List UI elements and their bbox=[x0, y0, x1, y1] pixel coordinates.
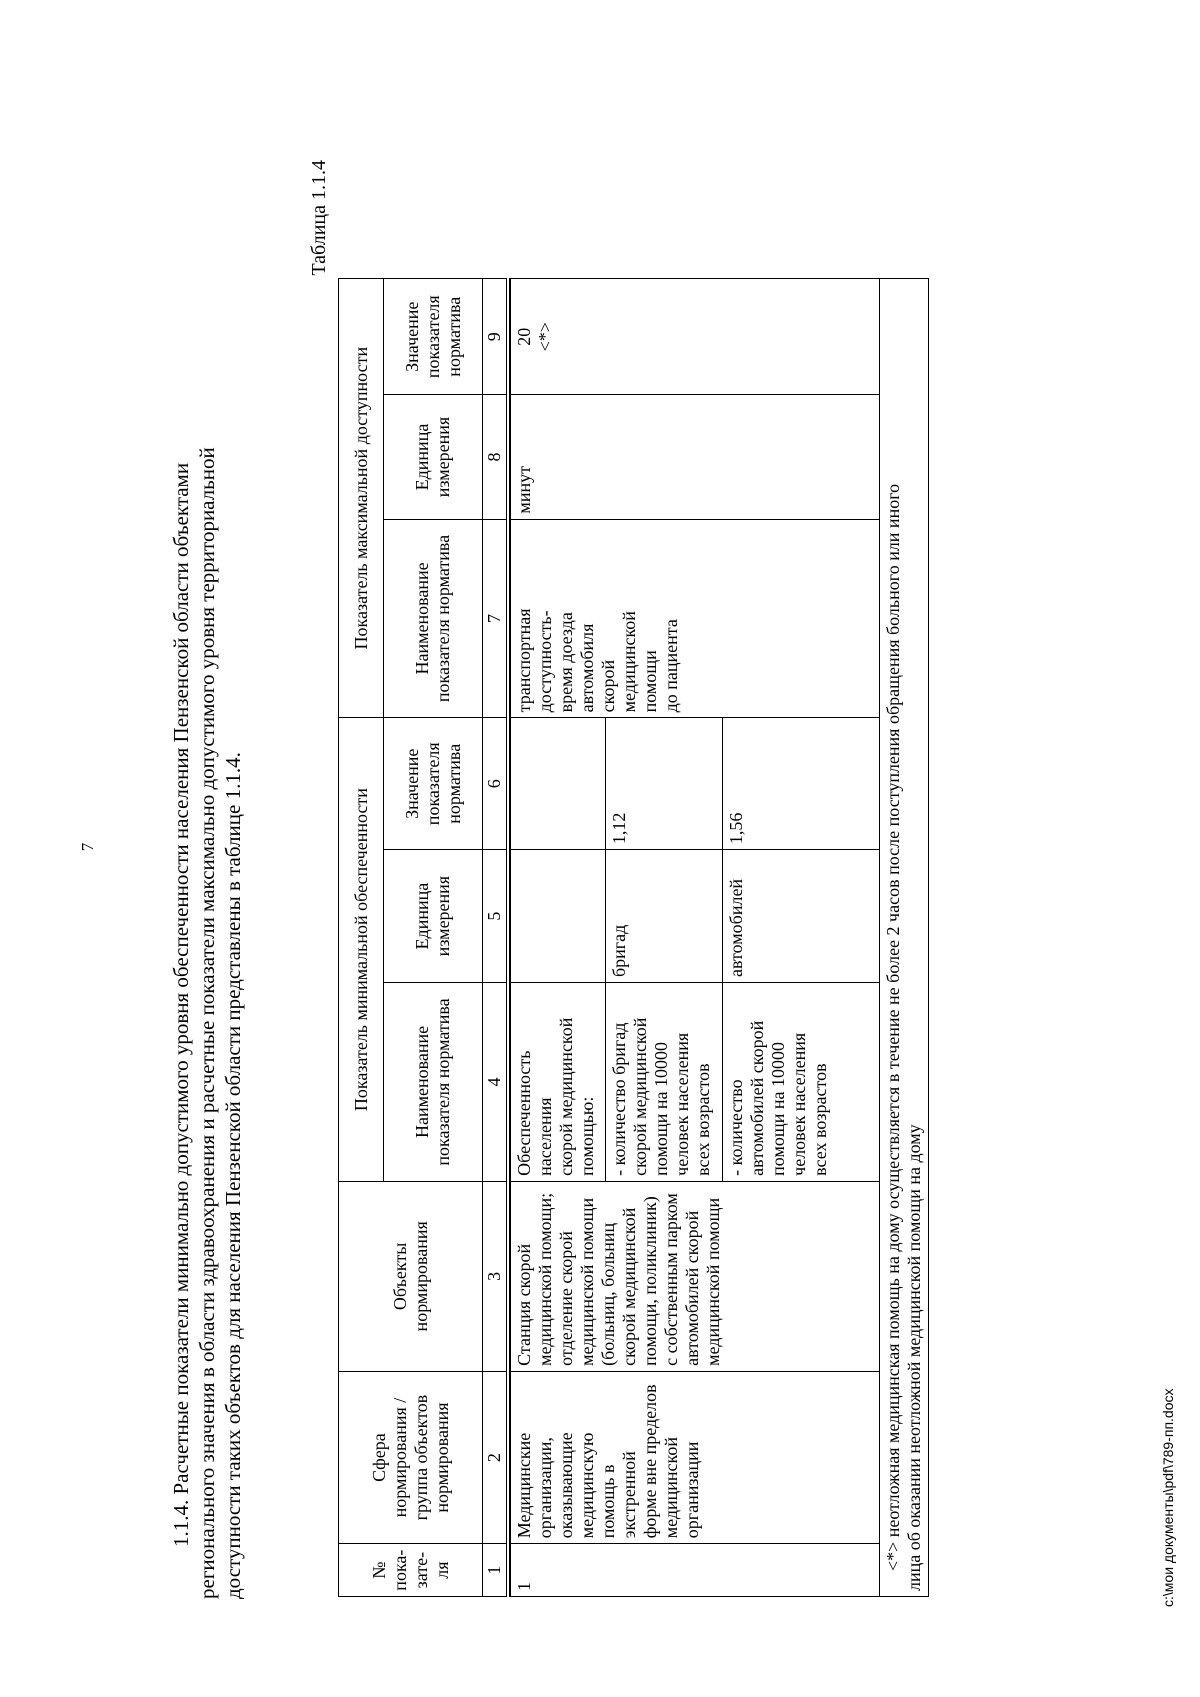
colnum-2: 2 bbox=[483, 1371, 509, 1543]
sphere-line: форме вне пределов bbox=[640, 1384, 660, 1539]
max-name-cell bbox=[511, 519, 880, 718]
sphere-line: Медицинские bbox=[514, 1432, 534, 1539]
sub2-line: - количество bbox=[726, 1079, 746, 1176]
row-sphere bbox=[511, 1371, 880, 1543]
table-row bbox=[511, 173, 606, 1597]
norms-table bbox=[338, 173, 929, 1597]
objects-line: медицинской помощи bbox=[703, 1197, 723, 1366]
max-value-cell bbox=[511, 279, 880, 395]
colnum-1: 1 bbox=[483, 1544, 509, 1597]
sub-header-value bbox=[511, 718, 606, 850]
objects-line: с собственным парком bbox=[661, 1193, 681, 1366]
row-objects bbox=[511, 1181, 880, 1371]
sub1-line: человек населения bbox=[672, 1032, 692, 1176]
max-name-line: доступность- bbox=[535, 610, 555, 713]
sub2-value: 1,56 bbox=[723, 718, 880, 850]
header-min-provision: Показатель минимальной обеспеченности bbox=[339, 718, 384, 1181]
header-min-value: Значение показателя норматива bbox=[384, 718, 483, 850]
header-min-unit: Единица измерения bbox=[384, 850, 483, 983]
sphere-line: оказывающие bbox=[556, 1432, 576, 1539]
footnote-row bbox=[880, 173, 929, 1597]
max-name-line: помощи bbox=[640, 650, 660, 713]
sub2-unit: автомобилей bbox=[723, 850, 880, 983]
sphere-line: организации bbox=[682, 1441, 702, 1539]
sphere-line: медицинской bbox=[661, 1436, 681, 1539]
sub2-line: автомобилей скорой bbox=[747, 1020, 767, 1176]
sub1-line: - количество бригад bbox=[609, 1022, 629, 1176]
sub1-line: помощи на 10000 bbox=[651, 1042, 671, 1176]
sub1-unit: бригад bbox=[606, 850, 723, 983]
header-max-value: Значение показателя норматива bbox=[384, 279, 483, 395]
footnote-cell bbox=[880, 279, 929, 1597]
sub-header-line: скорой медицинской bbox=[556, 1017, 576, 1176]
intro-line-3: доступности таких объектов для населения Пензенской области представлены в таблице 1.1.4. bbox=[221, 752, 245, 1599]
max-name-line: скорой bbox=[598, 659, 618, 713]
objects-line: медицинской помощи bbox=[577, 1197, 597, 1366]
sub-header-unit bbox=[511, 850, 606, 983]
sub-header-line: Обеспеченность bbox=[514, 1050, 534, 1176]
colnum-3: 3 bbox=[483, 1181, 509, 1371]
header-row-1 bbox=[339, 173, 384, 1597]
objects-line: отделение скорой bbox=[556, 1231, 576, 1366]
max-value-line: 20 bbox=[514, 327, 534, 346]
colnum-8: 8 bbox=[483, 395, 509, 519]
footer-file-path: c:\мои документы\pdf\789-пп.docx bbox=[1160, 1388, 1176, 1607]
sub2-line: человек населения bbox=[789, 1032, 809, 1176]
colnum-6: 6 bbox=[483, 718, 509, 850]
sub2-line: помощи на 10000 bbox=[768, 1042, 788, 1176]
column-number-row bbox=[483, 173, 509, 1597]
sub1-name bbox=[606, 983, 723, 1182]
colnum-9: 9 bbox=[483, 279, 509, 395]
page-number: 7 bbox=[78, 842, 97, 852]
objects-line: Станция скорой bbox=[514, 1243, 534, 1366]
header-min-name: Наименование показателя норматива bbox=[384, 983, 483, 1182]
max-name-line: время доезда bbox=[556, 612, 576, 713]
sub2-name bbox=[723, 983, 880, 1182]
objects-line: помощи, поликлиник) bbox=[640, 1196, 660, 1366]
footnote-line: лица об оказании неотложной медицинской помощи на дому bbox=[904, 1124, 924, 1591]
max-name-line: транспортная bbox=[514, 608, 534, 713]
objects-line: скорой медицинской bbox=[619, 1207, 639, 1366]
max-name-line: медицинской bbox=[619, 611, 639, 713]
header-objects: Объекты нормирования bbox=[339, 1181, 483, 1371]
colnum-7: 7 bbox=[483, 519, 509, 718]
sub1-line: всех возрастов bbox=[693, 1063, 713, 1176]
header-max-access: Показатель максимальной доступности bbox=[339, 279, 384, 718]
max-name-line: автомобиля bbox=[577, 623, 597, 713]
header-number: № пока-зате-ля bbox=[339, 1544, 483, 1597]
sphere-line: медицинскую bbox=[577, 1432, 597, 1539]
max-name-line: до пациента bbox=[661, 619, 681, 713]
sub2-line: всех возрастов bbox=[810, 1063, 830, 1176]
objects-line: автомобилей скорой bbox=[682, 1210, 702, 1366]
sub1-value: 1,12 bbox=[606, 718, 723, 850]
sub-header-cell bbox=[511, 983, 606, 1182]
colnum-5: 5 bbox=[483, 850, 509, 983]
max-value-line: <*> bbox=[535, 322, 555, 352]
sub-header-line: населения bbox=[535, 1097, 555, 1176]
header-max-unit: Единица измерения bbox=[384, 395, 483, 519]
right-margin-cell bbox=[339, 173, 929, 279]
sphere-line: организации, bbox=[535, 1437, 555, 1539]
header-sphere: Сфера нормирования / группа объектов нормирования bbox=[339, 1371, 483, 1543]
intro-paragraph bbox=[168, 173, 246, 1599]
sub1-line: скорой медицинской bbox=[630, 1017, 650, 1176]
colnum-4: 4 bbox=[483, 983, 509, 1182]
header-max-name: Наименование показателя норматива bbox=[384, 519, 483, 718]
footnote-line: <*> неотложная медицинская помощь на дому осуществляется в течение не более 2 часов после поступления обращения больного или иного bbox=[883, 483, 903, 1571]
objects-line: (больниц, больниц bbox=[598, 1222, 618, 1366]
objects-line: медицинской помощи; bbox=[535, 1192, 555, 1366]
table-caption: Таблица 1.1.4 bbox=[308, 160, 330, 276]
sphere-line: помощь в экстренной bbox=[598, 1451, 639, 1539]
max-unit-cell: минут bbox=[511, 395, 880, 519]
sub-header-line: помощью: bbox=[577, 1096, 597, 1176]
row-number: 1 bbox=[511, 1544, 880, 1597]
intro-line-2: регионального значения в области здравоохранения и расчетные показатели максимально допустимого уровня территориальной bbox=[195, 447, 219, 1599]
intro-line-1: 1.1.4. Расчетные показатели минимально допустимого уровня обеспеченности населения Пензенской области объектами bbox=[169, 462, 193, 1547]
